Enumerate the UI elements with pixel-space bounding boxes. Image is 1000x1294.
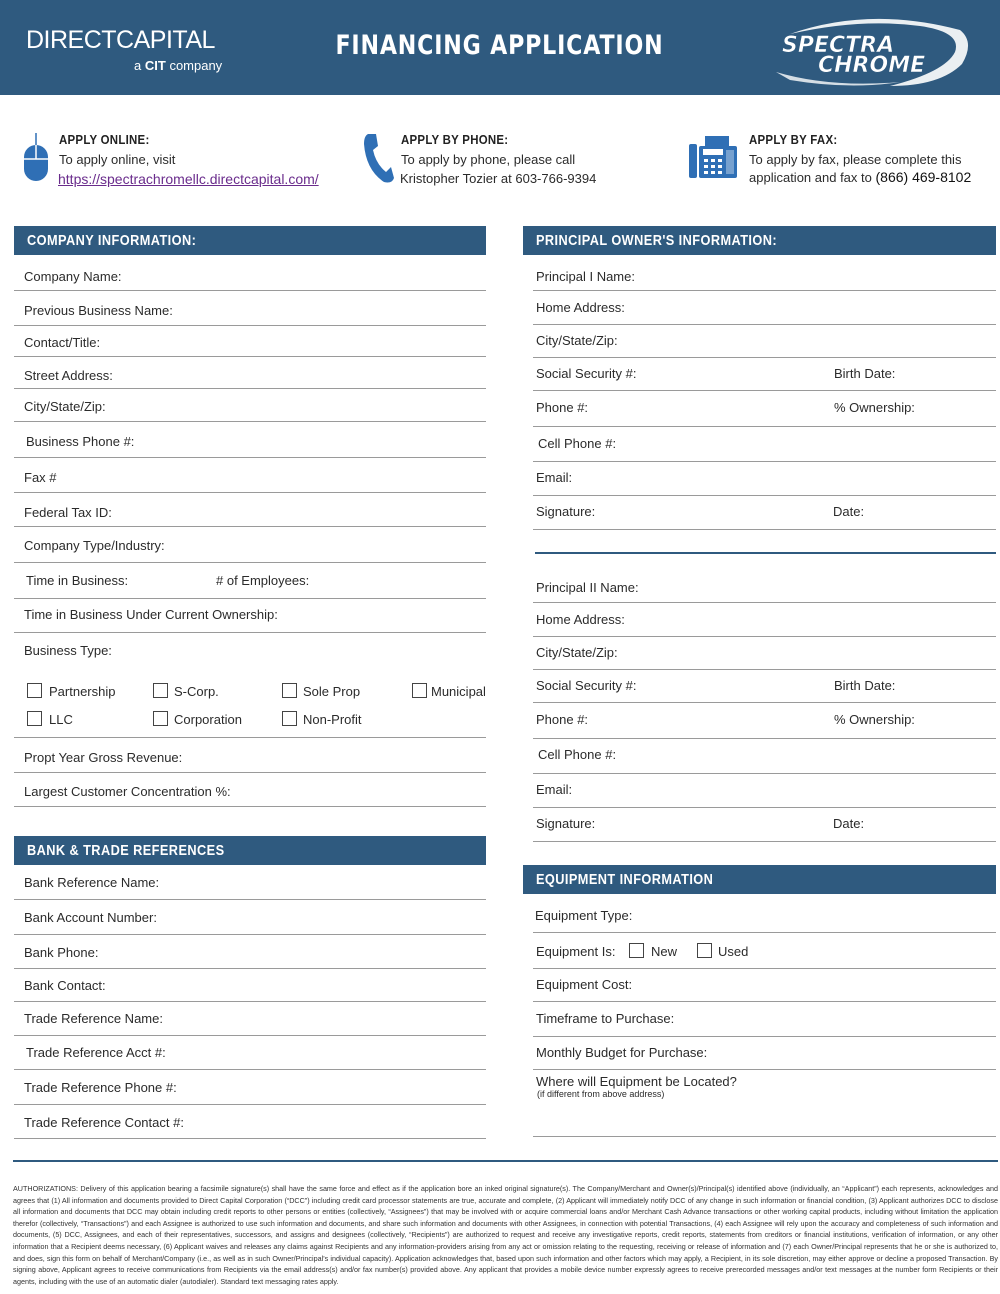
field-label: Signature:: [536, 504, 596, 519]
s-corp-label: S-Corp.: [174, 684, 219, 699]
field-label: Contact/Title:: [24, 335, 101, 350]
principal-1-phone-field[interactable]: [533, 391, 996, 427]
fax-icon: [689, 136, 739, 185]
bank-account-number-field[interactable]: [14, 900, 486, 935]
principal-1-home-field[interactable]: [533, 291, 996, 325]
field-label: Social Security #:: [536, 366, 637, 381]
field-label: Home Address:: [536, 612, 625, 627]
apply-online-text: To apply online, visit: [59, 152, 176, 167]
phone-icon: [364, 132, 394, 189]
company-section-title: COMPANY INFORMATION:: [27, 232, 197, 249]
principal-section-header: [523, 226, 996, 255]
used-checkbox[interactable]: [697, 943, 712, 958]
equipment-section-title: EQUIPMENT INFORMATION: [536, 871, 714, 888]
llc-label: LLC: [49, 712, 73, 727]
brand-subtitle: a CIT company: [134, 58, 223, 73]
monthly-budget-field[interactable]: [533, 1037, 996, 1070]
footer-rule: [13, 1160, 998, 1162]
trade-reference-contact-field[interactable]: [14, 1105, 486, 1139]
birth-date-label: Birth Date:: [834, 366, 896, 381]
municipal-checkbox[interactable]: [412, 683, 427, 698]
sole-prop-label: Sole Prop: [303, 684, 361, 699]
field-label: Time in Business:: [26, 573, 129, 588]
date-label: Date:: [833, 816, 865, 831]
apply-online-title: APPLY ONLINE:: [59, 132, 150, 147]
principal-1-ssn-field[interactable]: [533, 358, 996, 391]
fax-field[interactable]: [14, 458, 486, 493]
equipment-location-field[interactable]: [533, 1070, 996, 1137]
field-label: Phone #:: [536, 400, 589, 415]
page-title: FINANCING APPLICATION: [335, 30, 664, 61]
field-label: Equipment Cost:: [536, 977, 633, 992]
field-label: Bank Phone:: [24, 945, 99, 960]
page-header: [0, 0, 1000, 95]
equipment-is-field: [533, 933, 996, 969]
equipment-cost-field[interactable]: [533, 969, 996, 1002]
field-label: Principal I Name:: [536, 269, 635, 284]
principal-2-cell-field[interactable]: [533, 739, 996, 774]
field-label: Home Address:: [536, 300, 625, 315]
field-label: Time in Business Under Current Ownership:: [24, 607, 278, 622]
field-label: Bank Contact:: [24, 978, 106, 993]
birth-date-label: Birth Date:: [834, 678, 896, 693]
apply-online-link[interactable]: https://spectrachromellc.directcapital.com/: [58, 171, 319, 187]
business-phone-field[interactable]: [14, 422, 486, 458]
apply-phone-contact: Kristopher Tozier at 603-766-9394: [400, 171, 597, 186]
date-label: Date:: [833, 504, 865, 519]
principal-1-signature-field[interactable]: [533, 496, 996, 530]
field-label: Trade Reference Phone #:: [24, 1080, 177, 1095]
apply-phone-title: APPLY BY PHONE:: [401, 132, 509, 147]
field-label: City/State/Zip:: [536, 333, 618, 348]
gross-revenue-field[interactable]: [14, 738, 486, 773]
field-label: Bank Reference Name:: [24, 875, 160, 890]
field-label: Cell Phone #:: [538, 436, 617, 451]
customer-concentration-field[interactable]: [14, 773, 486, 807]
field-label: Equipment Is:: [536, 944, 616, 959]
partnership-label: Partnership: [49, 684, 116, 699]
business-type-label: Business Type:: [24, 643, 112, 658]
field-label: City/State/Zip:: [536, 645, 618, 660]
bank-section-header: [14, 836, 486, 865]
principal-2-signature-field[interactable]: [533, 808, 996, 842]
field-label: Timeframe to Purchase:: [536, 1011, 675, 1026]
equipment-section-header: [523, 865, 996, 894]
ownership-label: % Ownership:: [834, 712, 915, 727]
logo-line-2: CHROME: [818, 53, 926, 78]
non-profit-label: Non-Profit: [303, 712, 362, 727]
field-label: Signature:: [536, 816, 596, 831]
field-label: Trade Reference Contact #:: [24, 1115, 184, 1130]
principal-2-email-field[interactable]: [533, 774, 996, 808]
authorizations-text: AUTHORIZATIONS: Delivery of this application bearing a facsimile signature(s) shall have the same force and effect as if the application bore an inked original signature(s). The Company/Merchant and Owner(s)/Principal(s) identified above (individually, an “Applicant”) each represents, acknowledges and agrees that (1) All information and documents provided to Direct Capital Corporation (“DCC”) including credit card processor statements are true, accurate and complete, (2) Applicant will immediately notify DCC of any change in such information or financial condition, (3) Applicant authorizes DCC to disclose all information and documents that DCC may obtain including credit reports to other persons or entities (collectively, “Assignees”) that may be involved with or acquire commercial loans and/or Merchant Cash Advance transactions or other working capital products, including without limitation the application therefor (collectively, “Transactions”) and each Assignee is authorized to use such information and documents, and share such information and documents with other Assignees, in connection with potential Transactions, (4) each Assignee will rely upon the accuracy and completeness of such information and documents, (5) DCC, Assignees, and each of their representatives, successors, and assigns and designees (collectively, “Recipients”) are authorized to request and receive any investigative reports, credit reports, statements from creditors or financial institutions, verification of information, or any other information that a Recipient deems necessary, (6) Applicant waives and releases any claims against Recipients and any information-providers arising from any act or omission relating to the requesting, receiving or release of information and (7) each Owner/Principal represents that he or she is authorized to, and does, sign this form on behalf of Merchant/Company (i.e., as well as in such Owner/Principal’s individual capacity). Application acknowledges that, based upon such information and other factors which may apply, a Recipient, in its sole discretion, may either approve or decline a proposed Transaction. By signing above, Applicant agrees to receive communications from Recipients via the email address(s) and/or fax number(s) provided above. Any applicant that provides a mobile device number expressly agrees to receive prerecorded messages and/or text messages at the number form Recipients or their agents, including with the use of an automatic dialer (autodialer). Standard text messaging rates apply.: [13, 1184, 998, 1286]
trade-reference-name-field[interactable]: [14, 1002, 486, 1036]
field-label: Previous Business Name:: [24, 303, 173, 318]
field-label: Bank Account Number:: [24, 910, 157, 925]
federal-tax-id-field[interactable]: [14, 493, 486, 527]
new-label: New: [651, 944, 678, 959]
city-state-zip-field[interactable]: [14, 389, 486, 422]
time-in-business-field[interactable]: [14, 563, 486, 599]
field-label: Street Address:: [24, 368, 113, 383]
field-label: Principal II Name:: [536, 580, 639, 595]
field-label: Fax #: [24, 470, 57, 485]
apply-fax-line2: application and fax to (866) 469-8102: [749, 169, 972, 185]
previous-business-name-field[interactable]: [14, 291, 486, 326]
partnership-checkbox[interactable]: [27, 683, 42, 698]
equipment-type-field[interactable]: [533, 897, 996, 933]
apply-phone-text: To apply by phone, please call: [401, 152, 576, 167]
principal-divider: [535, 552, 996, 554]
field-label: Trade Reference Acct #:: [26, 1045, 166, 1060]
bank-section-title: BANK & TRADE REFERENCES: [27, 842, 225, 859]
field-label: Largest Customer Concentration %:: [24, 784, 231, 799]
field-label: Company Name:: [24, 269, 122, 284]
principal-section-title: PRINCIPAL OWNER'S INFORMATION:: [536, 232, 778, 249]
principal-1-name-field[interactable]: [533, 258, 996, 291]
apply-fax-title: APPLY BY FAX:: [749, 132, 838, 147]
business-type-rule: [14, 700, 486, 738]
municipal-label: Municipal: [431, 684, 486, 699]
spectra-chrome-logo: [770, 12, 975, 88]
bank-phone-field[interactable]: [14, 935, 486, 969]
contact-title-field[interactable]: [14, 326, 486, 357]
cit-wordmark: CIT: [144, 58, 166, 73]
bank-reference-name-field[interactable]: [14, 865, 486, 900]
company-type-field[interactable]: [14, 527, 486, 563]
location-note: (if different from above address): [537, 1089, 665, 1099]
principal-1-email-field[interactable]: [533, 462, 996, 496]
field-label: Monthly Budget for Purchase:: [536, 1045, 708, 1060]
apply-fax-text: To apply by fax, please complete this: [749, 152, 962, 167]
field-label: City/State/Zip:: [24, 399, 106, 414]
principal-2-name-field[interactable]: [533, 570, 996, 603]
field-label: Propt Year Gross Revenue:: [24, 750, 183, 765]
field-label: Phone #:: [536, 712, 589, 727]
trade-reference-phone-field[interactable]: [14, 1070, 486, 1105]
principal-2-ssn-field[interactable]: [533, 670, 996, 703]
field-label: Business Phone #:: [26, 434, 135, 449]
new-checkbox[interactable]: [629, 943, 644, 958]
principal-1-city-field[interactable]: [533, 325, 996, 358]
used-label: Used: [718, 944, 749, 959]
company-name-field[interactable]: [14, 258, 486, 291]
principal-2-city-field[interactable]: [533, 637, 996, 670]
corporation-label: Corporation: [174, 712, 242, 727]
field-label: Federal Tax ID:: [24, 505, 112, 520]
field-label: Email:: [536, 782, 573, 797]
principal-1-cell-field[interactable]: [533, 427, 996, 462]
street-address-field[interactable]: [14, 357, 486, 389]
principal-2-home-field[interactable]: [533, 603, 996, 637]
company-section-header: [14, 226, 486, 255]
field-label: Email:: [536, 470, 573, 485]
sole-prop-checkbox[interactable]: [282, 683, 297, 698]
trade-reference-acct-field[interactable]: [14, 1036, 486, 1070]
ownership-label: % Ownership:: [834, 400, 915, 415]
field-label: Company Type/Industry:: [24, 538, 165, 553]
employees-label: # of Employees:: [216, 573, 310, 588]
field-label: Social Security #:: [536, 678, 637, 693]
brand-name: DIRECTCAPITAL: [26, 26, 215, 54]
logo-line-1: SPECTRA: [782, 33, 895, 58]
bank-contact-field[interactable]: [14, 969, 486, 1002]
fax-number: (866) 469-8102: [875, 169, 972, 185]
field-label: Equipment Type:: [535, 908, 633, 923]
mouse-icon: [22, 133, 50, 188]
principal-2-phone-field[interactable]: [533, 703, 996, 739]
time-current-ownership-field[interactable]: [14, 599, 486, 633]
field-label: Trade Reference Name:: [24, 1011, 163, 1026]
field-label: Cell Phone #:: [538, 747, 617, 762]
s-corp-checkbox[interactable]: [153, 683, 168, 698]
timeframe-field[interactable]: [533, 1002, 996, 1037]
field-label: Where will Equipment be Located?: [536, 1074, 737, 1089]
